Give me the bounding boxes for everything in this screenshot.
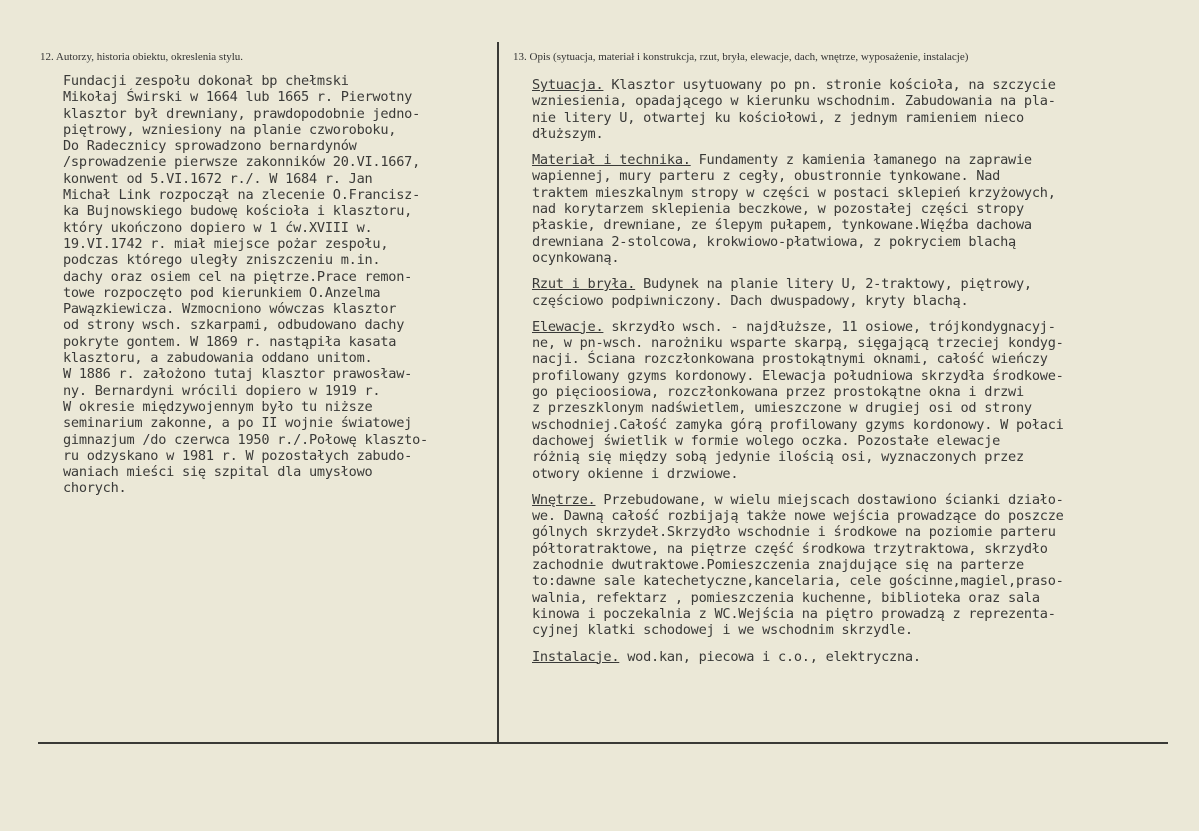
paragraph-title: Elewacje. (532, 318, 604, 335)
description-line: dłuższym. (532, 125, 604, 142)
bottom-rule (38, 742, 1168, 744)
paragraph-text: Przebudowane, w wielu miejscach dostawiono ścianki działo- (595, 491, 1064, 508)
description-line (532, 492, 1197, 508)
description-line: częściowo podpiwniczony. Dach dwuspadowy, kryty blachą. (532, 292, 969, 309)
description-line: nie litery U, otwartej ku kościołowi, z jednym ramieniem nieco (532, 109, 1024, 126)
history-line: chorych. (63, 480, 127, 497)
history-line: dachy oraz osiem cel na piętrze.Prace remon- (63, 268, 413, 285)
paragraph-title: Wnętrze. (532, 491, 596, 508)
history-line: ny. Bernardyni wrócili dopiero w 1919 r. (63, 382, 381, 399)
description-line: to:dawne sale katechetyczne,kancelaria, cele gościnne,magiel,praso- (532, 573, 1064, 590)
paragraph-text: Budynek na planie litery U, 2-traktowy, piętrowy, (635, 276, 1032, 293)
paragraph-title: Rzut i bryła. (532, 276, 636, 293)
description-line: wapiennej, mury parteru z cegły, obustronnie tynkowane. Nad (532, 168, 1001, 185)
history-line: który ukończono dopiero w 1 ćw.XVIII w. (63, 219, 373, 236)
description-line: z przeszklonym nadświetlem, umieszczone w drugiej osi od strony (532, 400, 1032, 417)
history-line: Pawązkiewicza. Wzmocniono wówczas klasztor (63, 301, 397, 318)
history-line: Fundacji zespołu dokonał bp chełmski (63, 73, 349, 89)
history-line: seminarium zakonne, a po II wojnie światowej (63, 415, 413, 432)
description-line: wschodniej.Całość zamyka górą profilowany gzyms kordonowy. W połaci (532, 416, 1064, 433)
description-line (532, 276, 1197, 292)
description-line: gólnych skrzydeł.Skrzydło wschodnie i środkowe na poziomie parteru (532, 524, 1056, 541)
description-line: drewniana 2-stolcowa, krokwiowo-płatwiowa, z pokryciem blachą (532, 233, 1016, 250)
description-line: płaskie, drewniane, ze ślepym pułapem, tynkowane.Więźba dachowa (532, 217, 1032, 234)
history-line: 19.VI.1742 r. miał miejsce pożar zespołu, (63, 235, 389, 252)
description-line: nad korytarzem sklepienia beczkowe, w pozostałej części stropy (532, 201, 1024, 218)
description-line: otwory okienne i drzwiowe. (532, 465, 739, 482)
history-text-block (63, 73, 503, 497)
description-line: kinowa i poczekalnia z WC.Wejścia na piętro prowadzą z reprezenta- (532, 605, 1056, 622)
description-paragraph (532, 319, 1197, 482)
paragraph-text: Klasztor usytuowany po pn. stronie kościoła, na szczycie (603, 77, 1056, 93)
history-line: klasztor był drewniany, prawdopodobnie jedno- (63, 105, 421, 122)
description-line: profilowany gzyms kordonowy. Elewacja południowa skrzydła środkowe- (532, 367, 1064, 384)
description-line (532, 319, 1197, 335)
description-line (532, 649, 1197, 665)
description-paragraph (532, 649, 1197, 665)
history-line: ka Bujnowskiego budowę kościoła i klasztoru, (63, 203, 413, 220)
history-line: klasztoru, a zabudowania oddano unitom. (63, 350, 373, 367)
paragraph-title: Sytuacja. (532, 77, 604, 93)
history-line: konwent od 5.VI.1672 r./. W 1684 r. Jan (63, 170, 373, 187)
history-line: ru odzyskano w 1981 r. W pozostałych zabudo- (63, 447, 413, 464)
description-line: dachowej świetlik w formie wolego oczka. Pozostałe elewacje (532, 432, 1001, 449)
description-line: cyjnej klatki schodowej i we wschodnim skrzydle. (532, 622, 913, 639)
paragraph-text: skrzydło wsch. - najdłuższe, 11 osiowe, trójkondygnacyj- (603, 318, 1056, 335)
paragraph-title: Materiał i technika. (532, 152, 691, 169)
description-line: wzniesienia, opadającego w kierunku wschodnim. Zabudowania na pla- (532, 93, 1056, 110)
description-line: traktem mieszkalnym stropy w części w postaci sklepień krzyżowych, (532, 184, 1056, 201)
history-line: podczas którego uległy zniszczeniu m.in. (63, 252, 381, 269)
description-text-block (532, 77, 1197, 675)
history-line: pokryte gontem. W 1869 r. nastąpiła kasata (63, 333, 397, 350)
history-line: waniach mieści się szpital dla umysłowo (63, 464, 373, 481)
description-paragraph (532, 492, 1197, 639)
description-paragraph (532, 276, 1197, 309)
history-line: piętrowy, wzniesiony na planie czworoboku, (63, 121, 397, 138)
section-13-heading: 13. Opis (sytuacja, materiał i konstrukcja, rzut, bryła, elewacje, dach, wnętrze, wyposażenie, instalacje) (513, 51, 969, 63)
description-line: go pięcioosiowa, rozczłonkowana przez prostokątne okna i drzwi (532, 384, 1024, 401)
description-line: walnia, refektarz , pomieszczenia kuchenne, biblioteka oraz sala (532, 589, 1040, 606)
history-line: Mikołaj Świrski w 1664 lub 1665 r. Pierwotny (63, 89, 413, 106)
description-paragraph (532, 77, 1197, 142)
description-line: zachodnie dwutraktowe.Pomieszczenia znajdujące się na parterze (532, 557, 1024, 574)
description-line (532, 77, 1197, 93)
history-line: gimnazjum /do czerwca 1950 r./.Połowę klaszto- (63, 431, 428, 448)
section-12-heading: 12. Autorzy, historia obiektu, okreslenia stylu. (40, 51, 244, 63)
history-line: Do Radecznicy sprowadzono bernardynów (63, 138, 357, 155)
history-line: W 1886 r. założono tutaj klasztor prawosław- (63, 366, 413, 383)
description-line: nacji. Ściana rozczłonkowana prostokątnymi oknami, całość wieńczy (532, 351, 1048, 368)
paragraph-title: Instalacje. (532, 648, 620, 665)
paragraph-text: Fundamenty z kamienia łamanego na zaprawie (690, 152, 1032, 169)
description-paragraph (532, 152, 1197, 266)
history-line: od strony wsch. szkarpami, odbudowano dachy (63, 317, 405, 334)
history-line: Michał Link rozpoczął na zlecenie O.Francisz- (63, 187, 421, 204)
description-line (532, 152, 1197, 168)
description-line: różnią się między sobą jedynie ilością osi, wyznaczonych przez (532, 449, 1024, 466)
description-line: ne, w pn-wsch. narożniku wsparte skarpą, sięgającą trzeciej kondyg- (532, 335, 1064, 352)
description-line: we. Dawną całość rozbijają także nowe wejścia prowadzące do poszcze (532, 508, 1064, 525)
description-line: ocynkowaną. (532, 249, 620, 266)
paragraph-text: wod.kan, piecowa i c.o., elektryczna. (619, 648, 921, 665)
history-line: /sprowadzenie pierwsze zakonników 20.VI.1667, (63, 154, 421, 171)
description-line: półtoratraktowe, na piętrze część środkowa trzytraktowa, skrzydło (532, 540, 1048, 557)
history-line: towe rozpoczęto pod kierunkiem O.Anzelma (63, 284, 381, 301)
history-line: W okresie międzywojennym było tu niższe (63, 398, 373, 415)
